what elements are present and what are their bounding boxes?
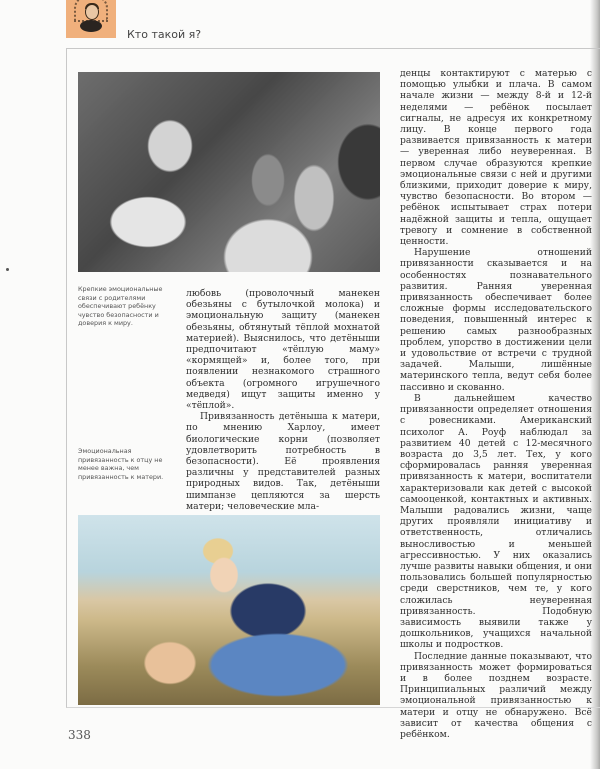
right-text-column <box>400 68 592 740</box>
beach-photo-caption: Эмоциональная привязанность к отцу не менее важна, чем привязанность к матери. <box>78 447 164 481</box>
paragraph: Привязанность детёныша к матери, по мнению Харлоу, имеет биологические корни (позволяет удовлетворить потребность в безопасности). Её проявления различны у представителей разных природных видов. Так, детёныши шимпанзе цепляются за шерсть матери; человеческие мла- <box>186 411 380 512</box>
family-photo-caption: Крепкие эмоциональные связи с родителями обеспечивают ребёнку чувство безопасности и доверия к миру. <box>78 285 163 328</box>
middle-text-column <box>186 288 380 512</box>
paragraph: любовь (проволочный манекен обезьяны с бутылочкой молока) и эмоциональную защиту (манекен обезьяны, обтянутый тёплой мохнатой материей). Выяснилось, что детёныши предпочитают «тёплую маму» «кормящей» и, более того, при появлении незнакомого страшного объекта (огромного игрушечного медведя) ищут защиты именно у «тёплой». <box>186 288 380 412</box>
page-number: 338 <box>68 728 91 742</box>
child-body <box>80 20 102 32</box>
running-title: Кто такой я? <box>127 28 202 41</box>
reading-child-icon <box>66 0 116 38</box>
scan-speck <box>6 268 9 271</box>
paragraph: Нарушение отношений привязанности сказывается и на особенностях познавательного развития. Ранняя уверенная привязанность обеспечивает более сложные формы исследовательского поведения, повышенный интерес к решению самых разнообразных проблем, упорство в достижении цели и удовольствие от встречи с трудной задачей. Малыши, лишённые материнского тепла, ведут себя более пассивно и скованно. <box>400 247 592 393</box>
beach-photo <box>78 515 380 705</box>
paragraph: Последние данные показывают, что привязанность может формироваться и в более позднем возрасте. Принципиальных различий между эмоциональной привязанностью к матери и отцу не обнаружено. Всё зависит от качества общения с ребёнком. <box>400 650 592 740</box>
child-head <box>85 4 99 20</box>
paragraph: денцы контактируют с матерью с помощью улыбки и плача. В самом начале жизни — между 8-й и 12-й неделями — ребёнок посылает сигналы, не адресуя их конкретному лицу. В конце первого года развивается привязанность к матери — уверенная либо неуверенная. В первом случае образуются крепкие эмоциональные связи с ней и другими близкими, приходит доверие к миру, чувство безопасности. Во втором — ребёнок испытывает страх потери надёжной защиты и тепла, ощущает тревогу и сомнение в собственной ценности. <box>400 68 592 248</box>
family-photo <box>78 72 380 272</box>
paragraph: В дальнейшем качество привязанности определяет отношения с ровесниками. Американский психолог А. Роуф наблюдал за развитием 40 детей с 12-месячного возраста до 3,5 лет. Тех, у кого сформировалась ранняя уверенная привязанность к матери, воспитатели характеризовали как детей с высокой самооценкой, контактных и активных. Малыши радовались жизни, чаще других проявляли инициативу и ответственность, отличались выносливостью и меньшей агрессивностью. У них оказались лучше развиты навыки общения, и они пользовались большей популярностью среди сверстников, чем те, у кого сложилась неуверенная привязанность. Подобную зависимость выявили также у дошкольников, учащихся начальной школы и подростков. <box>400 392 592 651</box>
